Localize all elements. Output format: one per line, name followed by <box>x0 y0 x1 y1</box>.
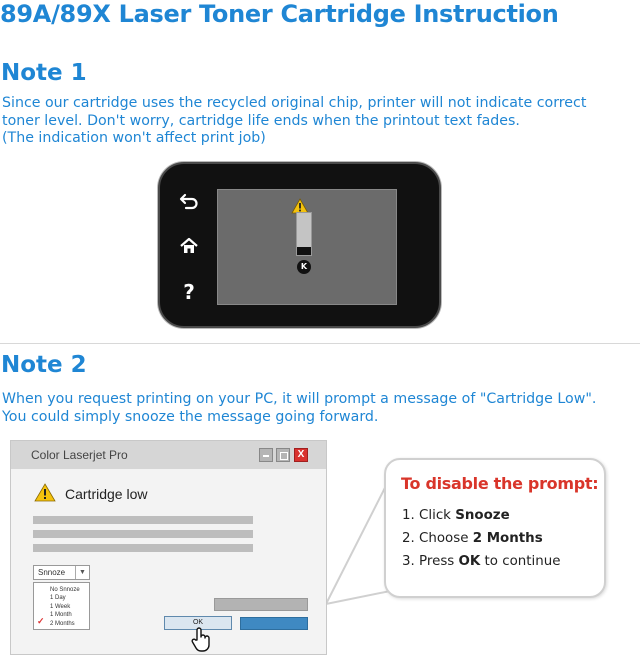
step-item <box>402 531 543 546</box>
snooze-option[interactable]: 1 Month <box>50 612 72 619</box>
step-text: 3. Press <box>402 554 459 569</box>
snooze-option[interactable]: No Snnoze <box>50 587 80 593</box>
callout-title: To disable the prompt: <box>401 474 599 493</box>
snooze-select[interactable] <box>33 565 90 580</box>
snooze-option[interactable]: 1 Day <box>50 595 66 602</box>
printer-panel <box>158 162 441 328</box>
secondary-button[interactable] <box>214 598 308 611</box>
back-icon[interactable] <box>177 189 201 213</box>
step-keyword: 2 Months <box>472 531 543 546</box>
dialog-message: Cartridge low <box>65 486 148 502</box>
snooze-select-value: Snnoze <box>38 568 66 577</box>
note1-line: Since our cartridge uses the recycled original chip, printer will not indicate correct <box>2 95 587 111</box>
step-text: to continue <box>480 554 561 569</box>
close-button[interactable]: X <box>294 448 308 462</box>
step-item <box>402 554 560 569</box>
placeholder-line <box>33 544 253 552</box>
note1-line: (The indication won't affect print job) <box>2 130 266 146</box>
note1-text <box>2 95 586 148</box>
snooze-options-list <box>33 582 90 630</box>
divider <box>0 343 640 344</box>
maximize-button[interactable] <box>276 448 290 462</box>
note2-line: You could simply snooze the message going forward. <box>2 408 379 425</box>
ok-button[interactable]: OK <box>164 616 232 630</box>
toner-badge: K <box>297 260 311 274</box>
cartridge-dialog <box>10 440 327 655</box>
toner-gauge <box>296 212 312 256</box>
placeholder-line <box>33 516 253 524</box>
primary-button[interactable] <box>240 617 308 630</box>
note2-heading: Note 2 <box>1 352 87 378</box>
home-icon[interactable] <box>177 234 201 258</box>
step-text: 2. Choose <box>402 531 473 546</box>
placeholder-line <box>33 530 253 538</box>
toner-level-fill <box>297 247 311 255</box>
note2-line: When you request printing on your PC, it will prompt a message of "Cartridge Low". <box>2 391 597 407</box>
dialog-title: Color Laserjet Pro <box>31 448 128 462</box>
hand-cursor-icon <box>191 627 213 653</box>
snooze-option[interactable]: 1 Week <box>50 603 71 610</box>
step-keyword: OK <box>458 554 481 569</box>
step-item <box>402 508 510 523</box>
warning-icon <box>34 483 56 502</box>
note1-heading: Note 1 <box>1 60 87 86</box>
note1-line: toner level. Don't worry, cartridge life ends when the printout text fades. <box>2 112 520 129</box>
instruction-callout <box>384 458 606 598</box>
note2-text <box>2 391 596 426</box>
main-title: 89A/89X Laser Toner Cartridge Instruction <box>0 0 559 28</box>
snooze-option[interactable]: 2 Months <box>50 620 75 627</box>
help-icon[interactable]: ? <box>183 280 195 304</box>
check-icon: ✓ <box>37 616 45 626</box>
chevron-down-icon: ▼ <box>75 566 89 579</box>
step-keyword: Snooze <box>455 508 510 523</box>
dialog-titlebar <box>11 441 326 469</box>
panel-screen <box>217 189 397 305</box>
step-text: 1. Click <box>402 508 456 523</box>
minimize-button[interactable] <box>259 448 273 462</box>
